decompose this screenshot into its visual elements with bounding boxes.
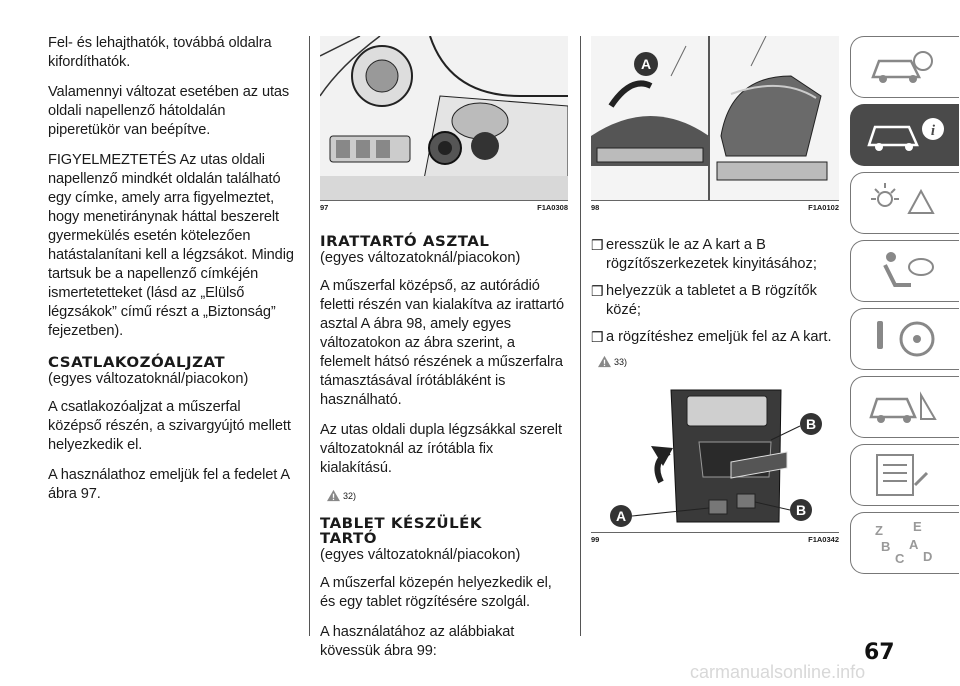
heading-document-table: IRATTARTÓ ASZTAL	[320, 232, 490, 250]
figure-99-caption	[591, 535, 839, 544]
figure-97-code: F1A0308	[537, 203, 568, 212]
subheading-tablet-holder: (egyes változatoknál/piacokon)	[320, 547, 521, 563]
paragraph-mirror: Valamennyi változat esetében az utas oldali napellenző hátoldalán piperetükör van beépítve.	[48, 84, 290, 138]
warning-reference-33	[597, 355, 839, 368]
tab-safety[interactable]	[850, 240, 959, 302]
checkbox-bullet-icon: ❒	[591, 283, 604, 299]
figure-99-label-a: A	[615, 508, 627, 524]
list-item-text: helyezzük a tabletet a B rögzítők közé;	[606, 283, 817, 318]
index-letters-icon	[851, 513, 959, 573]
svg-text:C: C	[895, 551, 905, 566]
tab-warning-lights[interactable]	[850, 172, 959, 234]
svg-text:B: B	[881, 539, 891, 554]
specifications-list-icon	[851, 445, 959, 505]
figure-99-number: 99	[591, 535, 600, 544]
column-3	[591, 36, 839, 544]
subheading-document-table: (egyes változatoknál/piacokon)	[320, 250, 521, 266]
paragraph-table-description: A műszerfal középső, az autórádió feletti részén van kialakítva az irattartó asztal A ábra 98, amely egyes változatokon az ábra szerint, a felemelt hátsó részének a műszerfalra támasztásával írótábláként is használható.	[320, 278, 565, 408]
svg-text:E: E	[913, 519, 922, 534]
column-2	[320, 36, 568, 672]
paragraph-tablet-location: A műszerfal közepén helyezkedik el, és egy tablet rögzítésére szolgál.	[320, 575, 552, 610]
paragraph-warning: FIGYELMEZTETÉS Az utas oldali napellenző mindkét oldalán található egy címke, amely arra figyelmeztet, hogy menetiránynak háttal beszerelt gyermekülés esetén kötelezően hatástalanítani kell a légzsákot. Mindig tartsuk be a napellenző címkéjén ismertetetteket (lásd az „Elülső légzsákok” című részt a „Biztonság” fejezetben).	[48, 152, 294, 339]
figure-98-label-a: A	[640, 56, 652, 72]
warning-triangle-icon	[597, 355, 612, 368]
tab-maintenance[interactable]	[850, 444, 959, 506]
tab-index[interactable]	[850, 512, 959, 574]
list-item	[591, 328, 839, 347]
airbag-seat-icon	[851, 241, 959, 301]
tab-emergency[interactable]	[850, 376, 959, 438]
list-item	[591, 236, 839, 274]
heading-tablet-holder-line1: TABLET KÉSZÜLÉK	[320, 514, 483, 532]
figure-97-caption	[320, 203, 568, 212]
tablet-holder-illustration	[591, 382, 839, 532]
paragraph-visor: Fel- és lehajthatók, továbbá oldalra kifordíthatók.	[48, 35, 272, 70]
page-number: 67	[864, 640, 895, 665]
figure-97-number: 97	[320, 203, 329, 212]
column-divider-2	[580, 36, 581, 636]
paragraph-table-airbag: Az utas oldali dupla légzsákkal szerelt változatoknál az írótábla fix kialakítású.	[320, 422, 562, 476]
tab-starting-driving[interactable]	[850, 308, 959, 370]
checkbox-bullet-icon: ❒	[591, 237, 604, 253]
paragraph-tablet-steps: A használatához az alábbiakat kövessük ábra 99:	[320, 624, 515, 659]
bullet-list	[591, 236, 839, 347]
document-table-illustration	[591, 36, 839, 200]
column-divider-1	[309, 36, 310, 636]
list-item-text: eresszük le az A kart a B rögzítőszerkezetek kinyitásához;	[606, 237, 817, 272]
socket-illustration	[320, 36, 568, 200]
car-info-icon	[851, 105, 959, 165]
watermark: carmanualsonline.info	[690, 662, 866, 682]
figure-99-label-b-bottom: B	[795, 502, 807, 518]
column-1	[48, 34, 296, 515]
svg-text:i: i	[930, 123, 936, 139]
figure-99-label-b-top: B	[805, 416, 817, 432]
tab-dashboard[interactable]	[850, 36, 959, 98]
subheading-socket: (egyes változatoknál/piacokon)	[48, 371, 249, 387]
steering-keys-icon	[851, 309, 959, 369]
figure-98-code: F1A0102	[808, 203, 839, 212]
checkbox-bullet-icon: ❒	[591, 329, 604, 345]
figure-99	[591, 382, 839, 533]
paragraph-socket-location: A csatlakozóaljzat a műszerfal középső részén, a szivargyújtó mellett helyezkedik el.	[48, 399, 291, 453]
car-dashboard-icon	[851, 37, 959, 97]
svg-text:A: A	[909, 537, 919, 552]
tab-know-vehicle[interactable]	[850, 104, 959, 166]
figure-99-code: F1A0342	[808, 535, 839, 544]
warning-reference-label: 33)	[614, 356, 628, 367]
warning-lights-icon	[851, 173, 959, 233]
car-service-icon	[851, 377, 959, 437]
figure-98	[591, 36, 839, 201]
heading-socket: CSATLAKOZÓALJZAT	[48, 353, 226, 371]
warning-reference-label: 32)	[343, 490, 357, 501]
list-item-text: a rögzítéshez emeljük fel az A kart.	[606, 329, 832, 345]
heading-tablet-holder-line2: TARTÓ	[320, 529, 378, 547]
paragraph-socket-use: A használathoz emeljük fel a fedelet A ábra 97.	[48, 467, 290, 502]
warning-triangle-icon	[326, 489, 341, 502]
figure-97	[320, 36, 568, 201]
svg-text:Z: Z	[875, 523, 883, 538]
figure-98-number: 98	[591, 203, 600, 212]
figure-98-caption	[591, 203, 839, 212]
svg-text:D: D	[923, 549, 933, 564]
warning-reference-32	[326, 489, 568, 502]
list-item	[591, 282, 839, 320]
